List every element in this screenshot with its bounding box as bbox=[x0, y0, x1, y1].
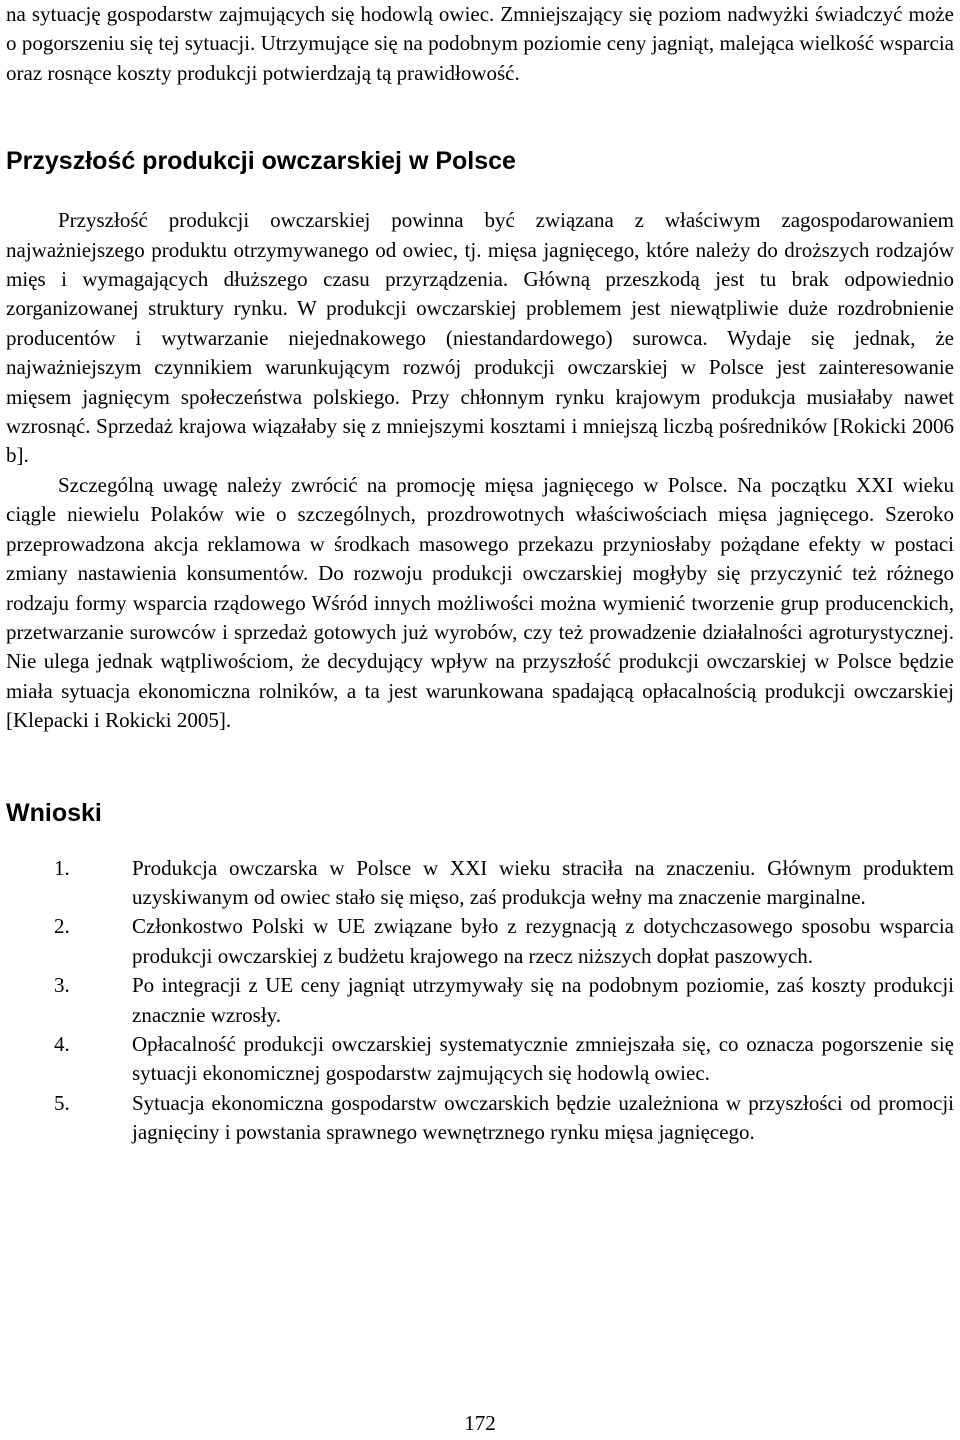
conclusion-text: Po integracji z UE ceny jagniąt utrzymywały się na podobnym poziomie, zaś koszty produkcji znacznie wzrosły. bbox=[132, 973, 954, 1027]
conclusion-item bbox=[6, 971, 954, 1030]
conclusion-text: Produkcja owczarska w Polsce w XXI wieku straciła na znaczeniu. Głównym produktem uzyskiwanym od owiec stało się mięso, zaś produkcja wełny ma znaczenie marginalne. bbox=[132, 855, 954, 909]
conclusion-item bbox=[6, 854, 954, 913]
conclusions-list bbox=[6, 854, 954, 1148]
conclusion-item bbox=[6, 1089, 954, 1148]
document-page bbox=[6, 0, 954, 1440]
conclusion-number: 3. bbox=[54, 973, 70, 998]
intro-paragraph: na sytuację gospodarstw zajmujących się hodowlą owiec. Zmniejszający się poziom nadwyżki świadczyć może o pogorszeniu się tej sytuacji. Utrzymujące się na podobnym poziomie ceny jagniąt, malejąca wielkość wsparcia oraz rosnące koszty produkcji potwierdzają tą prawidłowość. bbox=[6, 2, 954, 85]
conclusion-text: Członkostwo Polski w UE związane było z rezygnacją z dotychczasowego sposobu wsparcia produkcji owczarskiej z budżetu krajowego na rzecz niższych dopłat paszowych. bbox=[132, 914, 954, 968]
conclusion-number: 2. bbox=[54, 914, 70, 939]
conclusion-text: Opłacalność produkcji owczarskiej systematycznie zmniejszała się, co oznacza pogorszenie się sytuacji ekonomicznej gospodarstw zajmujących się hodowlą owiec. bbox=[132, 1031, 954, 1086]
section-heading-future: Przyszłość produkcji owczarskiej w Polsce bbox=[6, 147, 516, 176]
conclusion-number: 1. bbox=[54, 855, 70, 880]
future-paragraph-2: Szczególną uwagę należy zwrócić na promocję mięsa jagnięcego w Polsce. Na początku XXI wieku ciągle niewielu Polaków wie o szczególnych, prozdrowotnych właściwościach mięsa jagnięcego. Szeroko przeprowadzona akcja reklamowa w środkach masowego przekazu przyniosłaby pożądane efekty w postaci zmiany nastawienia konsumentów. Do rozwoju produkcji owczarskiej mogłyby się przyczynić też różnego rodzaju formy wsparcia rządowego Wśród innych możliwości można wymienić tworzenie grup producenckich, przetwarzanie surowców i sprzedaż gotowych już wyrobów, czy też prowadzenie działalności agroturystycznej. Nie ulega jednak wątpliwościom, że decydujący wpływ na przyszłość produkcji owczarskiej w Polsce będzie miała sytuacja ekonomiczna rolników, a ta jest warunkowana spadającą opłacalnością produkcji owczarskiej [Klepacki i Rokicki 2005]. bbox=[6, 472, 954, 733]
conclusion-number: 5. bbox=[54, 1090, 70, 1115]
future-paragraph-1: Przyszłość produkcji owczarskiej powinna być związana z właściwym zagospodarowaniem najważniejszego produktu otrzymywanego od owiec, tj. mięsa jagnięcego, które należy do droższych rodzajów mięs i wymagających dłuższego czasu przyrządzenia. Główną przeszkodą jest tu brak odpowiednio zorganizowanej struktury rynku. W produkcji owczarskiej problemem jest niewątpliwie duże rozdrobnienie producentów i wytwarzanie niejednakowego (niestandardowego) surowca. Wydaje się jednak, że najważniejszym czynnikiem warunkującym rozwój produkcji owczarskiej w Polsce jest zainteresowanie mięsem jagnięcym społeczeństwa polskiego. Przy chłonnym rynku krajowym produkcja musiałaby nawet wzrosnąć. Sprzedaż krajowa wiązałaby się z mniejszymi kosztami i mniejszą liczbą pośredników [Rokicki 2006 b]. bbox=[6, 208, 954, 468]
conclusion-text: Sytuacja ekonomiczna gospodarstw owczarskich będzie uzależniona w przyszłości od promocji jagnięciny i powstania sprawnego wewnętrznego rynku mięsa jagnięcego. bbox=[132, 1090, 954, 1145]
conclusion-item bbox=[6, 912, 954, 971]
page-number: 172 bbox=[464, 1411, 496, 1435]
conclusion-item bbox=[6, 1030, 954, 1089]
section-heading-conclusions: Wnioski bbox=[6, 798, 102, 827]
conclusion-number: 4. bbox=[54, 1031, 70, 1056]
